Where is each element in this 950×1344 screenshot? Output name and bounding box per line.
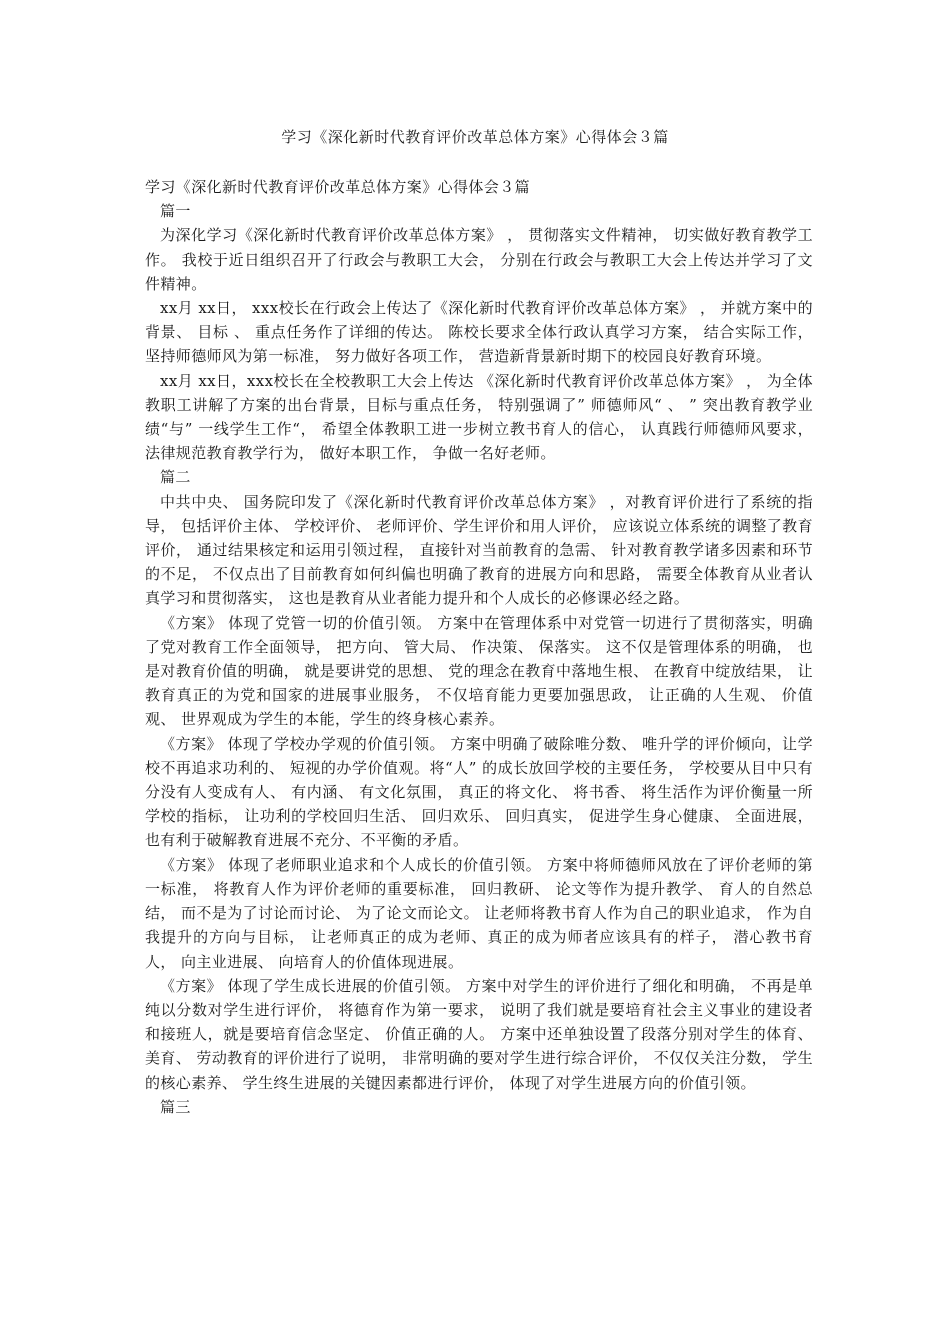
section-heading-2: 篇二 — [160, 468, 191, 487]
document-subtitle: 学习《深化新时代教育评价改革总体方案》心得体会３篇 — [145, 178, 531, 196]
paragraph: 《方案》 体现了学校办学观的价值引领。 方案中明确了破除唯分数、 唯升学的评价倾向，让学校不再追求功利的、 短视的办学价值观。将“人” 的成长放回学校的主要任务， 学校要从目中只有分没有人变成有人、 有内涵、 有文化氛围， 真正的将文化、 将书香、 将生活作为评价衡量一所学校的指标， 让功利的学校回归生活、 回归欢乐、 回归真实， 促进学生身心健康、 全面进展， 也有利于破解教育进展不充分、不平衡的矛盾。 — [145, 734, 813, 850]
paragraph: 为深化学习《深化新时代教育评价改革总体方案》 ， 贯彻落实文件精神， 切实做好教育教学工作。 我校于近日组织召开了行政会与教职工大会， 分别在行政会与教职工大会上传达并学习了文件精神。 — [145, 226, 813, 293]
paragraph: 中共中央、 国务院印发了《深化新时代教育评价改革总体方案》 ，对教育评价进行了系统的指导， 包括评价主体、 学校评价、 老师评价、学生评价和用人评价， 应该说立体系统的调整了教育评价， 通过结果核定和运用引领过程， 直接针对当前教育的急需、 针对教育教学诸多因素和环节的不足， 不仅点出了目前教育如何纠偏也明确了教育的进展方向和思路， 需要全体教育从业者认真学习和贯彻落实， 这也是教育从业者能力提升和个人成长的必修课必经之路。 — [145, 492, 813, 608]
paragraph: 《方案》 体现了学生成长进展的价值引领。 方案中对学生的评价进行了细化和明确， 不再是单纯以分数对学生进行评价， 将德育作为第一要求， 说明了我们就是要培育社会主义事业的建设者和接班人，就是要培育信念坚定、 价值正确的人。 方案中还单独设置了段落分别对学生的体育、 美育、 劳动教育的评价进行了说明， 非常明确的要对学生进行综合评价， 不仅仅关注分数， 学生的核心素养、 学生终生进展的关键因素都进行评价， 体现了对学生进展方向的价值引领。 — [145, 976, 813, 1092]
document-body — [145, 175, 813, 1119]
paragraph: 《方案》 体现了党管一切的价值引领。 方案中在管理体系中对党管一切进行了贯彻落实，明确了党对教育工作全面领导， 把方向、 管大局、 作决策、 保落实。 这不仅是管理体系的明确， 也是对教育价值的明确， 就是要讲党的思想、 党的理念在教育中落地生根、 在教育中绽放结果， 让教育真正的为党和国家的进展事业服务， 不仅培育能力更要加强思政， 让正确的人生观、 价值观、 世界观成为学生的本能，学生的终身核心素养。 — [145, 613, 813, 729]
document-title: 学习《深化新时代教育评价改革总体方案》心得体会３篇 — [281, 128, 669, 146]
section-heading-3: 篇三 — [160, 1097, 191, 1116]
paragraph: 《方案》 体现了老师职业追求和个人成长的价值引领。 方案中将师德师风放在了评价老师的第一标准， 将教育人作为评价老师的重要标准， 回归教研、 论文等作为提升教学、 育人的自然总结， 而不是为了讨论而讨论、 为了论文而论文。 让老师将教书育人作为自己的职业追求， 作为自我提升的方向与目标， 让老师真正的成为老师、真正的成为师者应该具有的样子， 潜心教书育人， 向主业进展、 向培育人的价值体现进展。 — [145, 855, 813, 971]
paragraph: xx月 xx日，xxx校长在全校教职工大会上传达 《深化新时代教育评价改革总体方案》 ， 为全体教职工讲解了方案的出台背景，目标与重点任务， 特别强调了” 师德师风“ 、 ” 突出教育教学业绩“与” 一线学生工作“， 希望全体教职工进一步树立教书育人的信心， 认真践行师德师风要求， 法律规范教育教学行为， 做好本职工作， 争做一名好老师。 — [145, 371, 813, 463]
paragraph: xx月 xx日， xxx校长在行政会上传达了《深化新时代教育评价改革总体方案》 ， 并就方案中的背景、 目标 、 重点任务作了详细的传达。 陈校长要求全体行政认真学习方案， 结合实际工作， 坚持师德师风为第一标准， 努力做好各项工作， 营造新背景新时期下的校园良好教育环境。 — [145, 299, 813, 366]
section-heading-1: 篇一 — [160, 202, 191, 221]
